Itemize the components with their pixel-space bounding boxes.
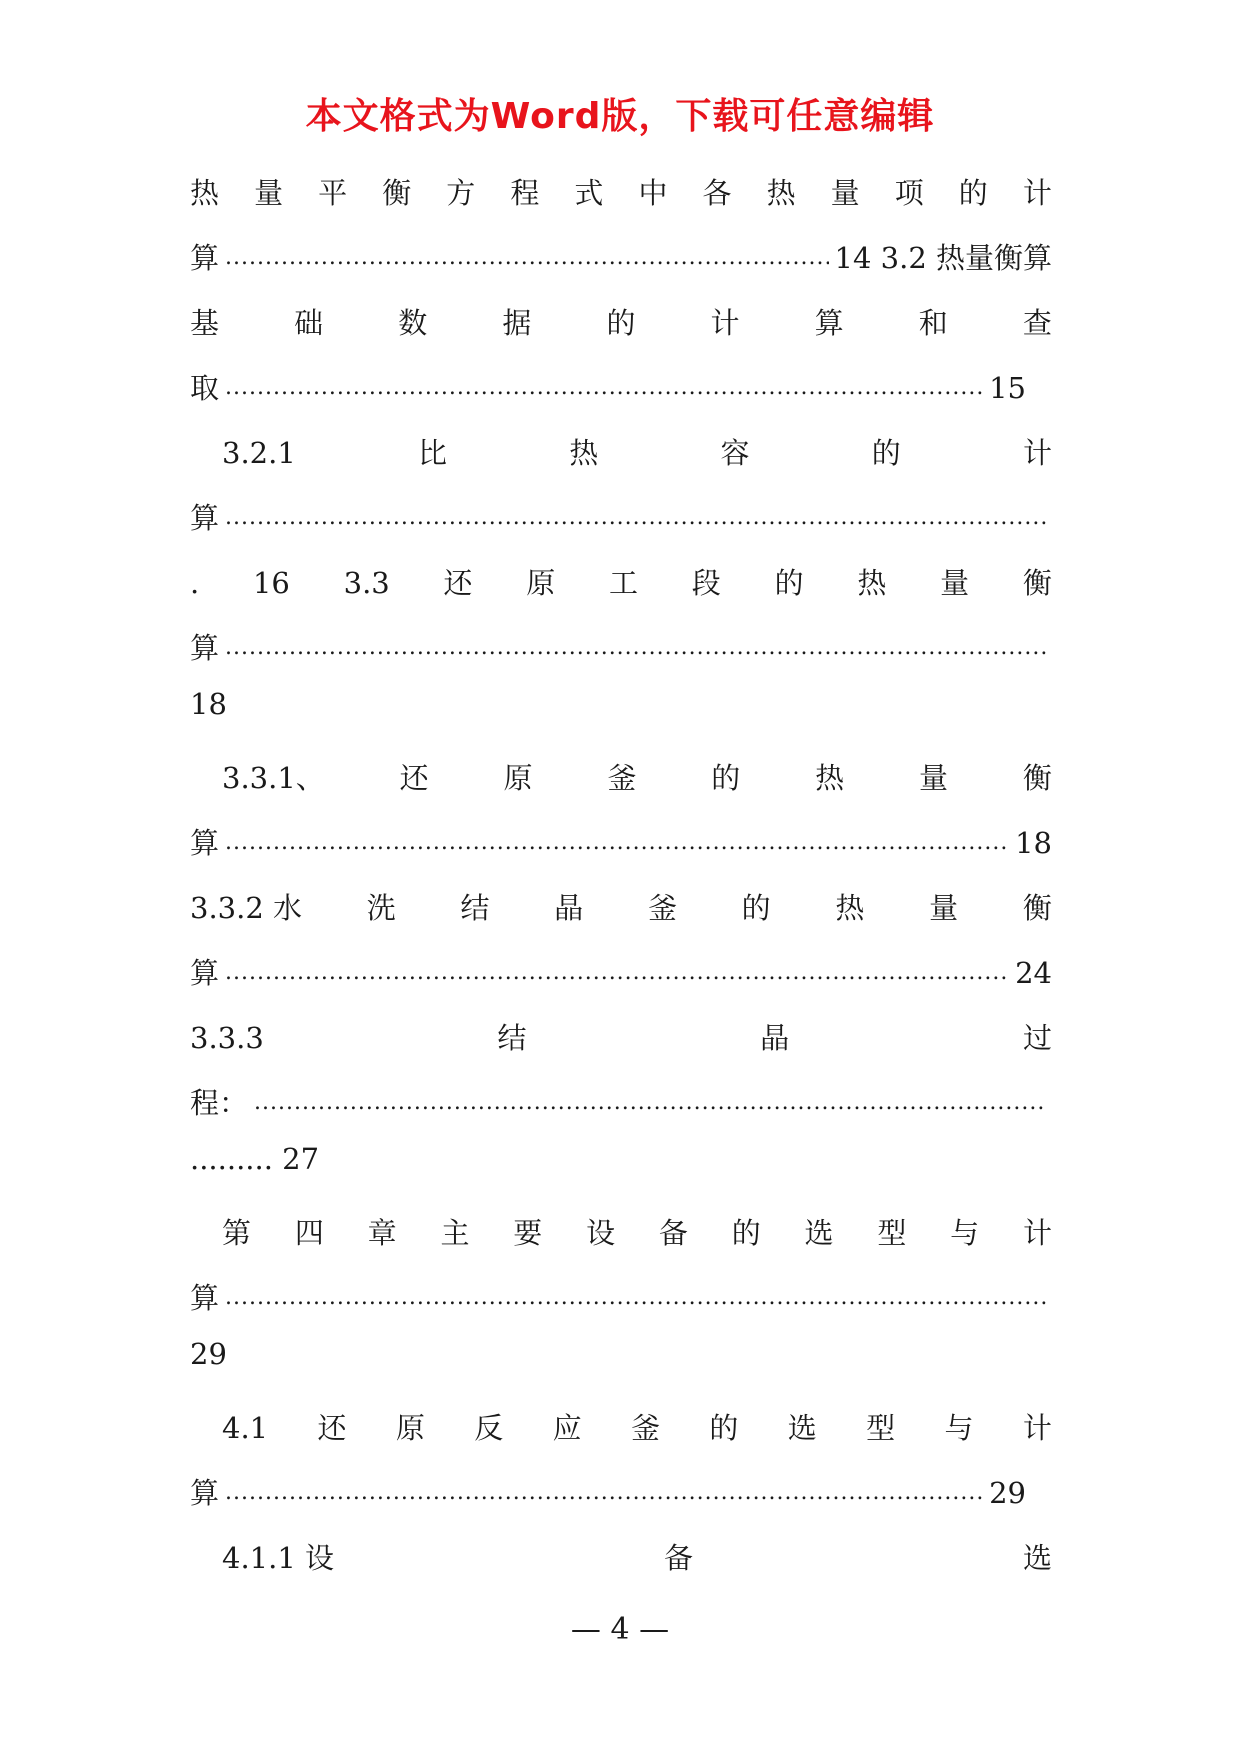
table-of-contents (190, 160, 1052, 1590)
toc-entry-lead: 算 (190, 825, 220, 860)
toc-token: 3.3.1、 (222, 760, 325, 795)
dot-leader (225, 494, 1046, 542)
toc-entry-lead: 算 (190, 240, 220, 275)
toc-token: 计 (1022, 1215, 1052, 1250)
toc-entry-lead: 取 (190, 370, 220, 405)
dot-leader (225, 819, 1009, 867)
toc-token: 还 (399, 760, 429, 795)
toc-line (190, 615, 1052, 680)
toc-token: 釜 (630, 1410, 660, 1445)
toc-token: 16 (252, 565, 290, 600)
toc-token: 热 (190, 175, 220, 210)
toc-token: 算 (814, 305, 844, 340)
toc-token: 设 (586, 1215, 616, 1250)
toc-token: 与 (950, 1215, 980, 1250)
toc-token: 型 (866, 1410, 896, 1445)
toc-token: 要 (513, 1215, 543, 1250)
toc-token: 容 (720, 435, 750, 470)
toc-token: 釜 (607, 760, 637, 795)
toc-token: 釜 (647, 890, 677, 925)
toc-token: 量 (919, 760, 949, 795)
toc-line (190, 485, 1052, 550)
toc-token: 衡 (382, 175, 412, 210)
toc-token: 热 (857, 565, 887, 600)
toc-token: 晶 (760, 1020, 790, 1055)
toc-token: 中 (638, 175, 668, 210)
toc-token: 原 (526, 565, 556, 600)
toc-entry-page: 24 (1015, 955, 1052, 990)
toc-token: 结 (497, 1020, 527, 1055)
toc-token: 备 (658, 1215, 688, 1250)
toc-token: 量 (940, 565, 970, 600)
toc-token: 3.2.1 (222, 435, 296, 470)
toc-token: 的 (731, 1215, 761, 1250)
toc-token: 基 (190, 305, 220, 340)
toc-token: 3.3.3 (190, 1020, 264, 1055)
toc-token: 热 (815, 760, 845, 795)
toc-token: 的 (741, 890, 771, 925)
toc-token: 结 (460, 890, 490, 925)
toc-line (190, 355, 1052, 420)
toc-token: 据 (502, 305, 532, 340)
toc-token: 过 (1022, 1020, 1052, 1055)
toc-entry-lead: 算 (190, 630, 220, 665)
toc-token: 3.3 (343, 565, 390, 600)
toc-line (190, 1525, 1052, 1590)
toc-token: 衡 (1022, 565, 1052, 600)
toc-token: 的 (871, 435, 901, 470)
toc-entry-page: 15 (989, 370, 1026, 405)
toc-entry-lead: 程： (190, 1085, 249, 1120)
dot-leader (225, 234, 829, 282)
toc-token: 量 (830, 175, 860, 210)
toc-entry-page: 14 3.2 热量衡算 (834, 240, 1052, 275)
toc-token: 晶 (554, 890, 584, 925)
word-format-banner: 本文格式为Word版，下载可任意编辑 (305, 96, 935, 137)
toc-entry-lead: 算 (190, 1475, 220, 1510)
toc-line (190, 225, 1052, 290)
page-number: — 4 — (570, 1612, 670, 1647)
toc-token: 备 (663, 1540, 693, 1575)
toc-line (190, 1265, 1052, 1330)
toc-token: 热 (835, 890, 865, 925)
toc-token: 衡 (1022, 890, 1052, 925)
toc-line (190, 1005, 1052, 1070)
toc-token: 4.1 (222, 1410, 269, 1445)
toc-token: 计 (1022, 435, 1052, 470)
toc-token: 热 (569, 435, 599, 470)
toc-line (190, 420, 1052, 485)
toc-entry-lead: 算 (190, 1280, 220, 1315)
toc-token: 衡 (1022, 760, 1052, 795)
toc-line (190, 160, 1052, 225)
toc-token: 四 (294, 1215, 324, 1250)
toc-token: 式 (574, 175, 604, 210)
toc-token: 程 (510, 175, 540, 210)
toc-line (190, 1200, 1052, 1265)
toc-token: 量 (254, 175, 284, 210)
toc-line (190, 550, 1052, 615)
toc-token: 第 (222, 1215, 252, 1250)
toc-token: 量 (929, 890, 959, 925)
toc-token: 计 (1022, 175, 1052, 210)
dot-leader (254, 1079, 1046, 1127)
toc-entry-lead: 算 (190, 500, 220, 535)
toc-token: 反 (474, 1410, 504, 1445)
toc-token: . (190, 565, 200, 600)
dot-leader (225, 1469, 983, 1517)
toc-token: 项 (894, 175, 924, 210)
toc-token: 的 (958, 175, 988, 210)
dot-leader (225, 364, 983, 412)
toc-line: 29 (190, 1337, 227, 1371)
dot-leader (225, 624, 1046, 672)
toc-token: 平 (318, 175, 348, 210)
toc-line: 18 (190, 687, 227, 721)
toc-token: 和 (918, 305, 948, 340)
toc-token: 工 (609, 565, 639, 600)
toc-token: 的 (711, 760, 741, 795)
toc-entry-lead: 算 (190, 955, 220, 990)
toc-token: 应 (552, 1410, 582, 1445)
toc-token: 4.1.1 设 (222, 1540, 335, 1575)
toc-token: 计 (1022, 1410, 1052, 1445)
toc-line (190, 1395, 1052, 1460)
toc-token: 各 (702, 175, 732, 210)
toc-token: 方 (446, 175, 476, 210)
toc-token: 选 (787, 1410, 817, 1445)
toc-token: 还 (443, 565, 473, 600)
toc-line (190, 1460, 1052, 1525)
toc-entry-page: 18 (1015, 825, 1052, 860)
toc-token: 型 (877, 1215, 907, 1250)
toc-token: 还 (317, 1410, 347, 1445)
toc-token: 洗 (366, 890, 396, 925)
toc-token: 的 (774, 565, 804, 600)
toc-line (190, 810, 1052, 875)
toc-line (190, 745, 1052, 810)
toc-token: 原 (503, 760, 533, 795)
dot-leader (225, 949, 1009, 997)
toc-token: 比 (418, 435, 448, 470)
toc-token: 3.3.2 水 (190, 890, 303, 925)
toc-token: 与 (944, 1410, 974, 1445)
toc-token: 选 (804, 1215, 834, 1250)
toc-line: ......... 27 (190, 1142, 320, 1176)
toc-line (190, 1070, 1052, 1135)
toc-token: 热 (766, 175, 796, 210)
toc-token: 段 (691, 565, 721, 600)
toc-token: 章 (367, 1215, 397, 1250)
toc-token: 础 (294, 305, 324, 340)
toc-line (190, 940, 1052, 1005)
dot-leader (225, 1274, 1046, 1322)
toc-token: 的 (606, 305, 636, 340)
toc-token: 计 (710, 305, 740, 340)
toc-token: 查 (1022, 305, 1052, 340)
toc-token: 主 (440, 1215, 470, 1250)
toc-entry-page: 29 (989, 1475, 1026, 1510)
toc-token: 的 (709, 1410, 739, 1445)
toc-token: 原 (395, 1410, 425, 1445)
toc-line (190, 875, 1052, 940)
toc-token: 选 (1022, 1540, 1052, 1575)
toc-line (190, 290, 1052, 355)
toc-token: 数 (398, 305, 428, 340)
